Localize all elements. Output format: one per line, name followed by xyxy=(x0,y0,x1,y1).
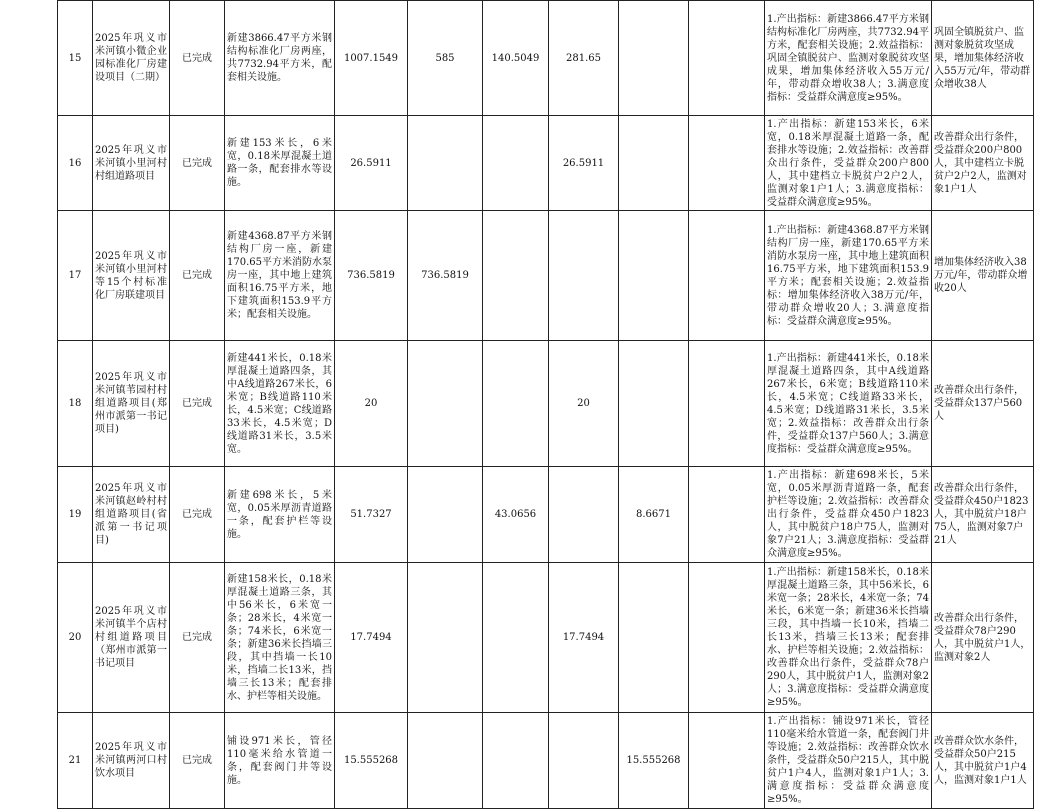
amount-col-5: 8.6671 xyxy=(619,467,689,563)
amount-col-2 xyxy=(408,713,483,809)
amount-col-5 xyxy=(619,341,689,467)
amount-col-2 xyxy=(408,341,483,467)
amount-col-4 xyxy=(549,211,619,341)
row-number: 17 xyxy=(58,211,93,341)
amount-col-5 xyxy=(619,116,689,211)
amount-col-2: 585 xyxy=(408,1,483,116)
amount-col-6 xyxy=(689,1,765,116)
row-number: 18 xyxy=(58,341,93,467)
status-cell: 已完成 xyxy=(170,211,225,341)
amount-col-6 xyxy=(689,467,765,563)
status-cell: 已完成 xyxy=(170,341,225,467)
amount-total: 736.5819 xyxy=(335,211,408,341)
performance-targets: 1.产出指标：新建158米长，0.18米厚混凝土道路三条，其中56米长，6米宽一条；28米长，4米宽一条；74米长，6米宽一条；新建36米长挡墙三段，其中挡墙一长10米，挡墙二长13米，挡墙三长13米；配套排水、护栏等相关设施；2.效益指标：改善群众出行条件，受益群众78户290人，其中脱贫户1人，监测对象2人；3.满意度指标：受益群众满意度≥95%。 xyxy=(765,563,932,713)
amount-total: 51.7327 xyxy=(335,467,408,563)
amount-total: 15.555268 xyxy=(335,713,408,809)
amount-col-3 xyxy=(483,563,549,713)
project-name: 2025年巩义市米河镇小里河村等15个村标准化厂房联建项目 xyxy=(93,211,170,341)
table-row xyxy=(58,1,1034,116)
status-cell: 已完成 xyxy=(170,713,225,809)
row-number: 15 xyxy=(58,1,93,116)
table-row xyxy=(58,563,1034,713)
amount-col-6 xyxy=(689,211,765,341)
benefit-mechanism: 改善群众出行条件，受益群众78户290人，其中脱贫户1人，监测对象2人 xyxy=(932,563,1034,713)
amount-total: 17.7494 xyxy=(335,563,408,713)
row-number: 20 xyxy=(58,563,93,713)
performance-targets: 1.产出指标：新建698米长，5米宽，0.05米厚沥青道路一条，配套护栏等设施；2.效益指标：改善群众出行条件，受益群众450户1823人，其中脱贫户18户75人，监测对象7户21人；3.满意度指标：受益群众满意度≥95%。 xyxy=(765,467,932,563)
status-cell: 已完成 xyxy=(170,1,225,116)
amount-col-3 xyxy=(483,341,549,467)
project-table xyxy=(57,0,1034,809)
amount-col-6 xyxy=(689,341,765,467)
construction-content: 铺设971米长，管径110毫米给水管道一条，配套阀门井等设施。 xyxy=(225,713,335,809)
amount-col-6 xyxy=(689,116,765,211)
status-cell: 已完成 xyxy=(170,467,225,563)
amount-total: 1007.1549 xyxy=(335,1,408,116)
construction-content: 新建698米长，5米宽，0.05米厚沥青道路一条，配套护栏等设施。 xyxy=(225,467,335,563)
amount-col-3 xyxy=(483,713,549,809)
construction-content: 新建441米长，0.18米厚混凝土道路四条，其中A线道路267米长，6米宽；B线道路110米长，4.5米宽；C线道路33米长，4.5米宽；D线道路31米长，3.5米宽。 xyxy=(225,341,335,467)
project-name: 2025年巩义市米河镇两河口村饮水项目 xyxy=(93,713,170,809)
table-row xyxy=(58,467,1034,563)
amount-total: 26.5911 xyxy=(335,116,408,211)
amount-col-4: 281.65 xyxy=(549,1,619,116)
project-name: 2025年巩义市米河镇小微企业园标准化厂房建设项目（二期） xyxy=(93,1,170,116)
benefit-mechanism: 改善群众出行条件，受益群众450户1823人，其中脱贫户18户75人，监测对象7户21人 xyxy=(932,467,1034,563)
construction-content: 新建153米长，6米宽，0.18米厚混凝土道路一条，配套排水等设施。 xyxy=(225,116,335,211)
project-name: 2025年巩义市米河镇赵岭村村组道路项目(省派第一书记项目) xyxy=(93,467,170,563)
row-number: 19 xyxy=(58,467,93,563)
amount-col-4: 26.5911 xyxy=(549,116,619,211)
construction-content: 新建3866.47平方米钢结构标准化厂房两座，共7732.94平方米，配套相关设施。 xyxy=(225,1,335,116)
row-number: 16 xyxy=(58,116,93,211)
table-row xyxy=(58,713,1034,809)
benefit-mechanism: 改善群众饮水条件，受益群众50户215人，其中脱贫户1户4人，监测对象1户1人 xyxy=(932,713,1034,809)
amount-col-3: 43.0656 xyxy=(483,467,549,563)
project-name: 2025年巩义市米河镇苇园村村组道路项目(郑州市派第一书记项目) xyxy=(93,341,170,467)
amount-col-6 xyxy=(689,713,765,809)
table-row xyxy=(58,211,1034,341)
performance-targets: 1.产出指标：新建441米长，0.18米厚混凝土道路四条，其中A线道路267米长，6米宽；B线道路110米长，4.5米宽；C线道路33米长，4.5米宽；D线道路31米长，3.5米宽；2.效益指标：改善群众出行条件，受益群众137户560人；3.满意度指标：受益群众满意度≥95%。 xyxy=(765,341,932,467)
performance-targets: 1.产出指标：新建153米长，6米宽，0.18米厚混凝土道路一条，配套排水等设施；2.效益指标：改善群众出行条件，受益群众200户800人，其中建档立卡脱贫户2户2人，监测对象1户1人；3.满意度指标：受益群众满意度≥95%。 xyxy=(765,116,932,211)
amount-col-4: 20 xyxy=(549,341,619,467)
amount-col-5 xyxy=(619,1,689,116)
benefit-mechanism: 改善群众出行条件，受益群众137户560人 xyxy=(932,341,1034,467)
table-row xyxy=(58,116,1034,211)
construction-content: 新建4368.87平方米钢结构厂房一座，新建170.65平方米消防水泵房一座，其中地上建筑面积16.75平方米，地下建筑面积153.9平方米；配套相关设施。 xyxy=(225,211,335,341)
amount-col-3: 140.5049 xyxy=(483,1,549,116)
amount-col-3 xyxy=(483,211,549,341)
amount-col-5: 15.555268 xyxy=(619,713,689,809)
amount-col-5 xyxy=(619,563,689,713)
performance-targets: 1.产出指标：新建3866.47平方米钢结构标准化厂房两座，共7732.94平方米，配套相关设施；2.效益指标：巩固全镇脱贫户、监测对象脱贫攻坚成果，增加集体经济收入55万元/年，带动群众增收38人；3.满意度指标：受益群众满意度≥95%。 xyxy=(765,1,932,116)
amount-col-4 xyxy=(549,467,619,563)
performance-targets: 1.产出指标：铺设971米长，管径110毫米给水管道一条，配套阀门井等设施；2.效益指标：改善群众饮水条件，受益群众50户215人，其中脱贫户1户4人，监测对象1户1人；3.满意度指标：受益群众满意度≥95%。 xyxy=(765,713,932,809)
benefit-mechanism: 增加集体经济收入38万元/年，带动群众增收20人 xyxy=(932,211,1034,341)
row-number: 21 xyxy=(58,713,93,809)
amount-col-2 xyxy=(408,116,483,211)
amount-col-6 xyxy=(689,563,765,713)
amount-col-3 xyxy=(483,116,549,211)
amount-col-2: 736.5819 xyxy=(408,211,483,341)
table-row xyxy=(58,341,1034,467)
benefit-mechanism: 巩固全镇脱贫户、监测对象脱贫攻坚成果，增加集体经济收入55万元/年，带动群众增收38人 xyxy=(932,1,1034,116)
amount-col-4: 17.7494 xyxy=(549,563,619,713)
status-cell: 已完成 xyxy=(170,116,225,211)
performance-targets: 1.产出指标：新建4368.87平方米钢结构厂房一座，新建170.65平方米消防水泵房一座，其中地上建筑面积16.75平方米，地下建筑面积153.9平方米；配套相关设施；2.效益指标：增加集体经济收入38万元/年，带动群众增收20人；3.满意度指标：受益群众满意度≥95%。 xyxy=(765,211,932,341)
benefit-mechanism: 改善群众出行条件，受益群众200户800人，其中建档立卡脱贫户2户2人，监测对象1户1人 xyxy=(932,116,1034,211)
amount-col-2 xyxy=(408,563,483,713)
project-name: 2025年巩义市米河镇小里河村村组道路项目 xyxy=(93,116,170,211)
amount-total: 20 xyxy=(335,341,408,467)
project-name: 2025年巩义市米河镇半个店村村组道路项目（郑州市派第一书记项目 xyxy=(93,563,170,713)
amount-col-5 xyxy=(619,211,689,341)
amount-col-4 xyxy=(549,713,619,809)
construction-content: 新建158米长，0.18米厚混凝土道路三条，其中56米长，6米宽一条；28米长，4米宽一条；74米长，6米宽一条；新建36米长挡墙三段，其中挡墙一长10米，挡墙二长13米，挡墙三长13米；配套排水、护栏等相关设施。 xyxy=(225,563,335,713)
status-cell: 已完成 xyxy=(170,563,225,713)
amount-col-2 xyxy=(408,467,483,563)
